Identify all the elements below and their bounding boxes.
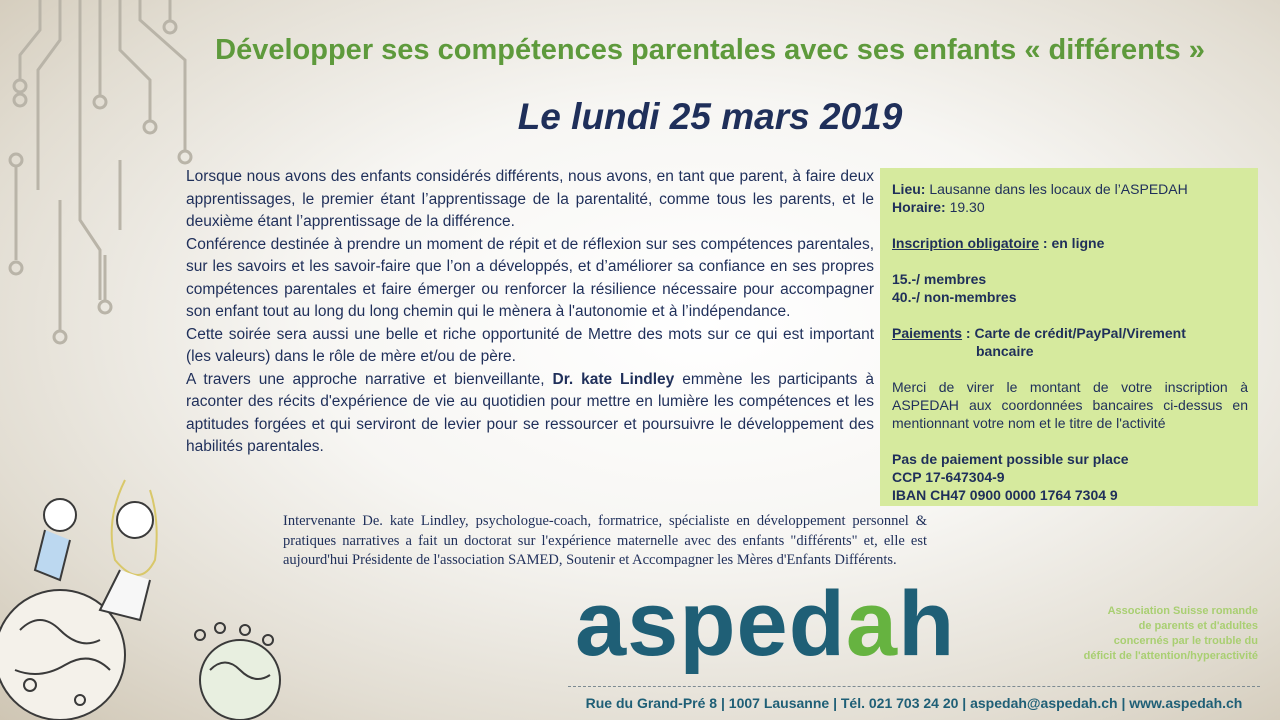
time-line — [892, 198, 1248, 216]
tagline-line: de parents et d'adultes — [1138, 620, 1258, 632]
contact-footer: Rue du Grand-Pré 8 | 1007 Lausanne | Tél. 021 703 24 20 | aspedah@aspedah.ch | www.aspedah.ch — [585, 695, 1243, 711]
speaker-name: Dr. kate Lindley — [552, 370, 675, 388]
tagline-line: déficit de l'attention/hyperactivité — [1083, 650, 1258, 662]
time-label: Horaire: — [892, 199, 946, 215]
location-line — [892, 180, 1248, 198]
info-box — [880, 168, 1258, 506]
iban-number: IBAN CH47 0900 0000 1764 7304 9 — [892, 487, 1118, 503]
description-paragraph-4 — [186, 369, 874, 459]
p4-text-before: A travers une approche narrative et bienveillante, — [186, 370, 553, 388]
location-value: Lausanne dans les locaux de l’ASPEDAH — [925, 181, 1188, 197]
payment-methods: : Carte de crédit/PayPal/Virement — [962, 325, 1186, 341]
payment-label: Paiements — [892, 325, 963, 341]
p4-text-after: emmène les participants à raconter des récits d'expérience de vie au quotidien pour mettre en lumière les compétences et les aptitudes forgées et qui serviront de levier pour se ressourcer et poursuivre le développement des habilités parentales. — [186, 370, 874, 455]
footer-divider — [568, 686, 1260, 687]
price-members: 15.-/ membres — [892, 271, 987, 287]
speaker-bio: Intervenante De. kate Lindley, psychologue-coach, formatrice, spécialiste en développement personnel & pratiques narratives a fait un doctorat sur l'expérience maternelle avec des enfants "différents" et, elle est aujourd'hui Présidente de l'association SAMED, Soutenir et Accompagner les Mères d'Enfants Différents. — [283, 513, 927, 568]
time-value: 19.30 — [945, 199, 985, 215]
transfer-note: Merci de virer le montant de votre inscription à ASPEDAH aux coordonnées bancaires ci-dessus en mentionnant votre nom et le titre de l'activité — [892, 379, 1248, 431]
payment-line — [892, 324, 1248, 342]
description-paragraph-2: Conférence destinée à prendre un moment de répit et de réflexion sur ses compétences parentales, sur les savoirs et les savoir-faire que l’on a développés, et d’améliorer sa confiance en ses propres compétences parentales et faire émerger ou renforcer la résilience nécessaire pour accompagner son enfant tout au long du long chemin qui le mènera à l'autonomie et à l’indépendance. — [186, 235, 874, 320]
description-paragraph-3: Cette soirée sera aussi une belle et riche opportunité de Mettre des mots sur ce qui est important (les valeurs) dans le rôle de mère et/ou de père. — [186, 325, 874, 365]
registration-label: Inscription obligatoire — [892, 235, 1040, 251]
price-nonmembers: 40.-/ non-membres — [892, 289, 1017, 305]
event-date: Le lundi 25 mars 2019 — [517, 96, 903, 137]
association-tagline — [1030, 604, 1258, 664]
tagline-line: concernés par le trouble du — [1113, 635, 1258, 647]
registration-line — [892, 234, 1248, 252]
location-label: Lieu: — [892, 181, 926, 197]
no-onsite-payment: Pas de paiement possible sur place — [892, 451, 1129, 467]
description-paragraph-1: Lorsque nous avons des enfants considérés différents, nous avons, en tant que parent, à faire deux apprentissages, le premier étant l’apprentissage de la parentalité, comme tous les parents, et le deuxième étant l’apprentissage de la différence. — [186, 168, 874, 230]
registration-value: : en ligne — [1039, 235, 1105, 251]
payment-line-2: bancaire — [976, 343, 1034, 359]
children-on-globes-illustration — [0, 470, 300, 720]
tagline-line: Association Suisse romande — [1107, 605, 1258, 617]
ccp-number: CCP 17-647304-9 — [892, 469, 1005, 485]
page-title: Développer ses compétences parentales avec ses enfants « différents » — [215, 34, 1205, 66]
aspedah-logo: aspedah — [575, 573, 956, 675]
description — [186, 166, 874, 459]
